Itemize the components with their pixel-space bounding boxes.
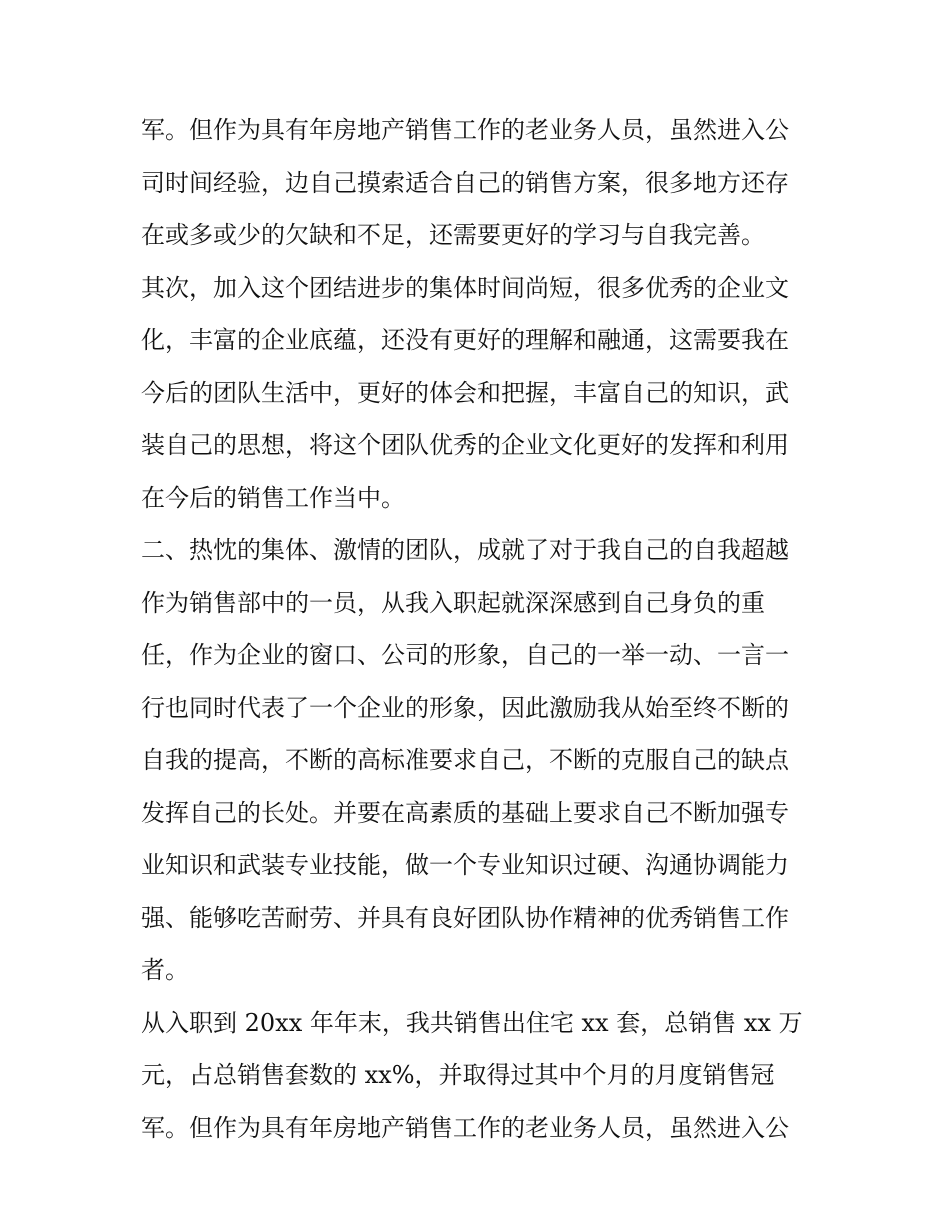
text-line: 强、能够吃苦耐劳、并具有良好团队协作精神的优秀销售工作	[141, 903, 789, 932]
text-line: 业知识和武装专业技能，做一个专业知识过硬、沟通协调能力	[141, 851, 789, 879]
text-line: 在今后的销售工作当中。	[141, 483, 405, 512]
text-line: 者。	[141, 956, 189, 984]
text-line: 军。但作为具有年房地产销售工作的老业务人员，虽然进入公	[141, 116, 789, 144]
text-line: 发挥自己的长处。并要在高素质的基础上要求自己不断加强专	[141, 798, 789, 827]
text-line: 化，丰富的企业底蕴，还没有更好的理解和融通，这需要我在	[141, 326, 789, 354]
text-line: 二、热忱的集体、激情的团队，成就了对于我自己的自我超越	[141, 536, 789, 564]
text-line: 元，占总销售套数的 xx%，并取得过其中个月的月度销售冠	[141, 1061, 775, 1089]
text-line: 任，作为企业的窗口、公司的形象，自己的一举一动、一言一	[141, 641, 789, 669]
text-line: 行也同时代表了一个企业的形象，因此激励我从始至终不断的	[141, 693, 789, 722]
text-line: 自我的提高，不断的高标准要求自己，不断的克服自己的缺点	[141, 746, 789, 774]
text-line: 作为销售部中的一员，从我入职起就深深感到自己身负的重	[141, 588, 765, 617]
text-line: 军。但作为具有年房地产销售工作的老业务人员，虽然进入公	[141, 1113, 789, 1142]
text-line: 装自己的思想，将这个团队优秀的企业文化更好的发挥和利用	[141, 431, 789, 459]
text-line: 从入职到 20xx 年年末，我共销售出住宅 xx 套，总销售 xx 万	[141, 1008, 803, 1037]
text-line: 在或多或少的欠缺和不足，还需要更好的学习与自我完善。	[141, 221, 765, 249]
document-body	[141, 104, 821, 1154]
text-line: 司时间经验，边自己摸索适合自己的销售方案，很多地方还存	[141, 168, 789, 197]
text-line: 其次，加入这个团结进步的集体时间尚短，很多优秀的企业文	[141, 273, 789, 302]
text-line: 今后的团队生活中，更好的体会和把握，丰富自己的知识，武	[141, 378, 789, 407]
